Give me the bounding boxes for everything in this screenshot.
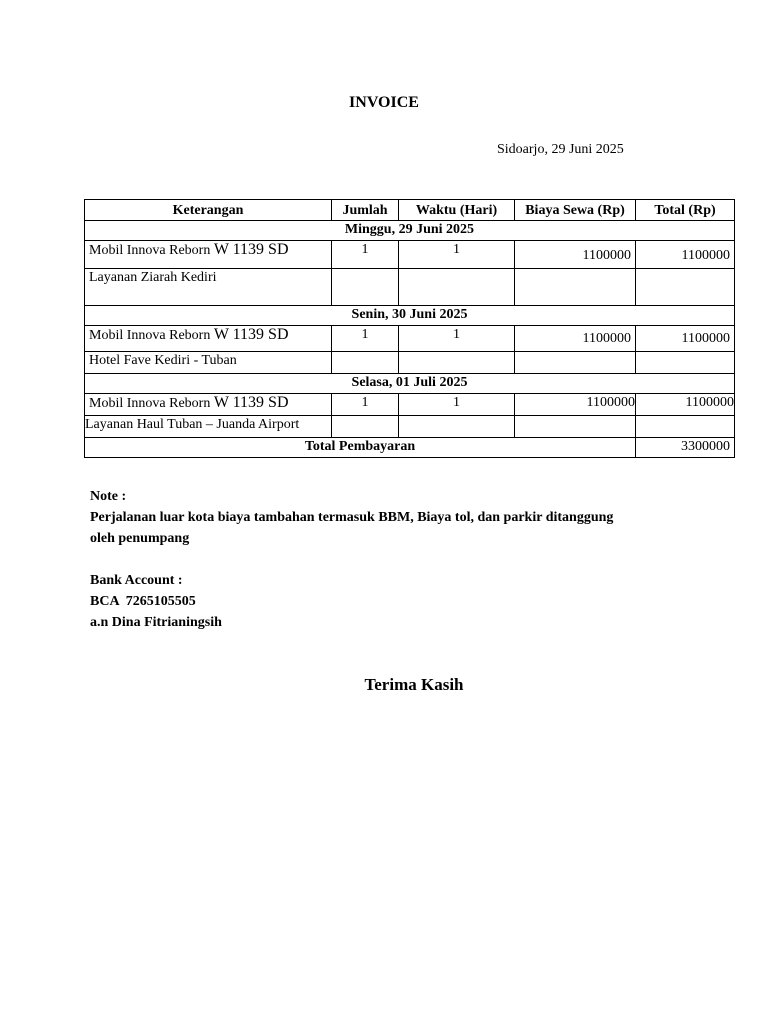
bank-label: Bank Account : (90, 573, 183, 588)
note-label: Note : (90, 489, 127, 504)
total-cell: 1100000 (636, 241, 735, 269)
item-label: Mobil Innova Reborn (89, 243, 214, 258)
service-cell: Hotel Fave Kediri - Tuban (85, 352, 332, 374)
service-cell: Layanan Ziarah Kediri (85, 269, 332, 306)
total-value: 3300000 (636, 438, 735, 458)
place-date: Sidoarjo, 29 Juni 2025 (497, 142, 624, 157)
invoice-table (84, 199, 735, 458)
date-cell: Senin, 30 Juni 2025 (85, 306, 735, 326)
total-row (85, 438, 735, 458)
header-total: Total (Rp) (636, 200, 735, 221)
date-cell: Selasa, 01 Juli 2025 (85, 374, 735, 394)
jumlah-cell: 1 (332, 394, 399, 416)
biaya-cell: 1100000 (515, 241, 636, 269)
bank-holder: a.n Dina Fitrianingsih (90, 615, 222, 630)
waktu-cell: 1 (399, 241, 515, 269)
waktu-cell: 1 (399, 326, 515, 352)
notes-section (90, 486, 613, 633)
date-row (85, 221, 735, 241)
waktu-cell: 1 (399, 394, 515, 416)
biaya-cell: 1100000 (515, 394, 636, 416)
table-row (85, 269, 735, 306)
date-cell: Minggu, 29 Juni 2025 (85, 221, 735, 241)
item-cell (85, 241, 332, 269)
item-label: Mobil Innova Reborn (89, 396, 214, 411)
plate-number: W 1139 SD (213, 326, 289, 343)
invoice-title: INVOICE (349, 94, 419, 111)
item-cell (85, 326, 332, 352)
item-label: Mobil Innova Reborn (89, 328, 214, 343)
date-row (85, 374, 735, 394)
item-cell (85, 394, 332, 416)
header-waktu: Waktu (Hari) (399, 200, 515, 221)
table-row (85, 241, 735, 269)
table-header-row (85, 200, 735, 221)
table-row (85, 416, 735, 438)
plate-number: W 1139 SD (213, 241, 289, 258)
note-line-2: oleh penumpang (90, 531, 190, 546)
biaya-cell: 1100000 (515, 326, 636, 352)
header-biaya-sewa: Biaya Sewa (Rp) (515, 200, 636, 221)
jumlah-cell: 1 (332, 241, 399, 269)
date-row (85, 306, 735, 326)
total-label: Total Pembayaran (85, 438, 636, 458)
table-row (85, 352, 735, 374)
closing-text: Terima Kasih (364, 675, 464, 694)
table-row (85, 394, 735, 416)
bank-account: BCA 7265105505 (90, 594, 196, 609)
table-row (85, 326, 735, 352)
service-cell: Layanan Haul Tuban – Juanda Airport (85, 416, 332, 438)
total-cell: 1100000 (636, 394, 735, 416)
plate-number: W 1139 SD (213, 394, 289, 411)
total-cell: 1100000 (636, 326, 735, 352)
spacer (90, 549, 613, 570)
note-line-1: Perjalanan luar kota biaya tambahan termasuk BBM, Biaya tol, dan parkir ditanggung (90, 510, 614, 525)
header-jumlah: Jumlah (332, 200, 399, 221)
header-keterangan: Keterangan (85, 200, 332, 221)
jumlah-cell: 1 (332, 326, 399, 352)
